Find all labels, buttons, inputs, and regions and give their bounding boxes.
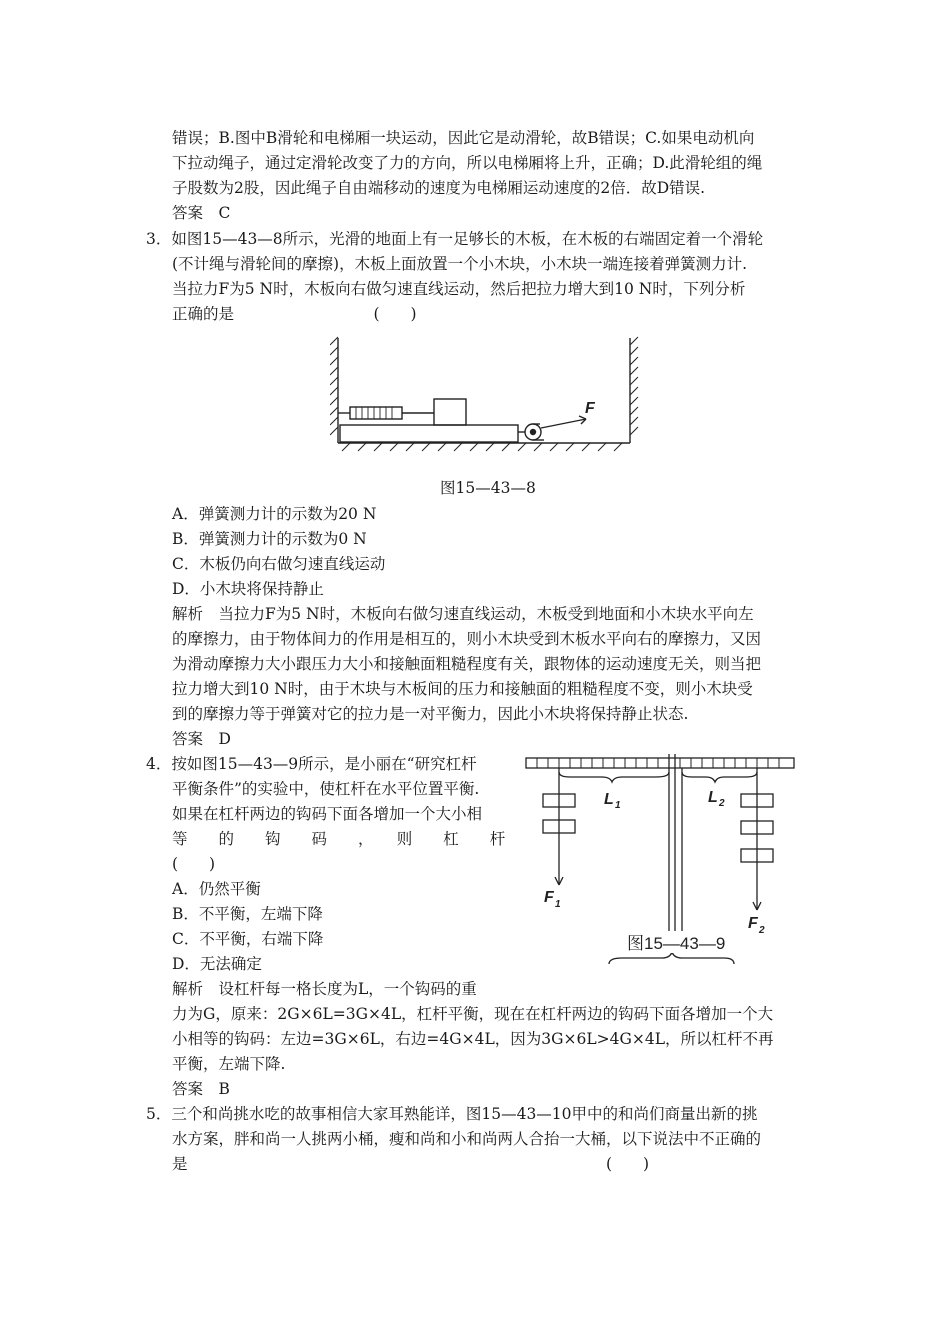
figure-15-43-8 bbox=[330, 333, 650, 458]
q3-option-c: C．木板仍向右做匀速直线运动 bbox=[172, 555, 386, 573]
q4-line-3: 如果在杠杆两边的钩码下面各增加一个大小相 bbox=[172, 805, 483, 823]
q3-analysis-4: 拉力增大到10 N时，由于木块与木板间的压力和接触面的粗糙程度不变，则小木块受 bbox=[172, 680, 753, 698]
label-f1: F bbox=[544, 889, 554, 906]
q3-answer: 答案 D bbox=[172, 730, 231, 748]
label-l2-sub: 2 bbox=[719, 798, 725, 809]
label-l2: L bbox=[708, 789, 718, 806]
q4-analysis-4: 平衡，左端下降. bbox=[172, 1055, 286, 1073]
q3-analysis-5: 到的摩擦力等于弹簧对它的拉力是一对平衡力，因此小木块将保持静止状态. bbox=[172, 705, 689, 723]
q3-figure-caption: 图15—43—8 bbox=[440, 479, 536, 497]
q3-line-1: 3．如图15—43—8所示，光滑的地面上有一足够长的木板，在木板的右端固定着一个滑轮 bbox=[146, 230, 764, 248]
q4-option-c: C．不平衡，右端下降 bbox=[172, 930, 324, 948]
q5-line-2: 水方案，胖和尚一人挑两小桶，瘦和尚和小和尚两人合抬一大桶，以下说法中不正确的 bbox=[172, 1130, 762, 1148]
label-l1-sub: 1 bbox=[615, 800, 621, 811]
q5-line-3: 是 ( ) bbox=[172, 1155, 650, 1173]
q5-line-1: 5．三个和尚挑水吃的故事相信大家耳熟能详，图15—43—10甲中的和尚们商量出新的挑 bbox=[146, 1105, 758, 1123]
q3-line-3: 当拉力F为5 N时，木板向右做匀速直线运动，然后把拉力增大到10 N时，下列分析 bbox=[172, 280, 746, 298]
q4-analysis-3: 小相等的钩码：左边=3G×6L，右边=4G×4L，因为3G×6L>4G×4L，所以杠杆不再 bbox=[172, 1030, 774, 1048]
label-f2: F bbox=[748, 915, 758, 932]
label-l1: L bbox=[604, 791, 614, 808]
q3-analysis-2: 的摩擦力，由于物体间力的作用是相互的，则小木块受到木板水平向右的摩擦力，又因 bbox=[172, 630, 762, 648]
intro-line-1: 错误；B.图中B滑轮和电梯厢一块运动，因此它是动滑轮，故B错误；C.如果电动机向 bbox=[172, 129, 755, 147]
q4-answer: 答案 B bbox=[172, 1080, 230, 1098]
q3-option-d: D．小木块将保持静止 bbox=[172, 580, 324, 598]
q4-line-2: 平衡条件”的实验中，使杠杆在水平位置平衡. bbox=[172, 780, 480, 798]
q4-line-1: 4．按如图15—43—9所示，是小丽在“研究杠杆 bbox=[146, 755, 477, 773]
force-label-f: F bbox=[585, 400, 595, 417]
q3-analysis-1: 解析 当拉力F为5 N时，木板向右做匀速直线运动，木板受到地面和小木块水平向左 bbox=[172, 605, 754, 623]
q3-line-4: 正确的是 ( ) bbox=[172, 305, 417, 323]
q3-line-2: (不计绳与滑轮间的摩擦)，木板上面放置一个小木块，小木块一端连接着弹簧测力计. bbox=[172, 255, 748, 273]
q4-analysis-2: 力为G，原来：2G×6L=3G×4L，杠杆平衡，现在在杠杆两边的钩码下面各增加一个大 bbox=[172, 1005, 774, 1023]
q4-analysis-1: 解析 设杠杆每一格长度为L，一个钩码的重 bbox=[172, 980, 477, 998]
label-f2-sub: 2 bbox=[759, 925, 765, 936]
intro-line-2: 下拉动绳子，通过定滑轮改变了力的方向，所以电梯厢将上升，正确；D.此滑轮组的绳 bbox=[172, 154, 763, 172]
q4-line-4: 等 的 钩 码 ， 则 杠 杆 bbox=[172, 830, 506, 848]
q4-option-b: B．不平衡，左端下降 bbox=[172, 905, 323, 923]
q3-analysis-3: 为滑动摩擦力大小跟压力大小和接触面粗糙程度有关，跟物体的运动速度无关，则当把 bbox=[172, 655, 762, 673]
intro-line-3: 子股数为2股，因此绳子自由端移动的速度为电梯厢运动速度的2倍．故D错误. bbox=[172, 179, 706, 197]
q4-figure-caption: 图15—43—9 bbox=[627, 934, 726, 953]
q4-line-5: ( ) bbox=[172, 855, 216, 873]
label-f1-sub: 1 bbox=[555, 899, 561, 910]
q4-option-a: A．仍然平衡 bbox=[172, 880, 261, 898]
q4-option-d: D．无法确定 bbox=[172, 955, 262, 973]
intro-answer: 答案 C bbox=[172, 204, 231, 222]
figure-15-43-9 bbox=[522, 750, 802, 970]
q3-option-a: A．弹簧测力计的示数为20 N bbox=[172, 505, 377, 523]
q3-option-b: B．弹簧测力计的示数为0 N bbox=[172, 530, 367, 548]
